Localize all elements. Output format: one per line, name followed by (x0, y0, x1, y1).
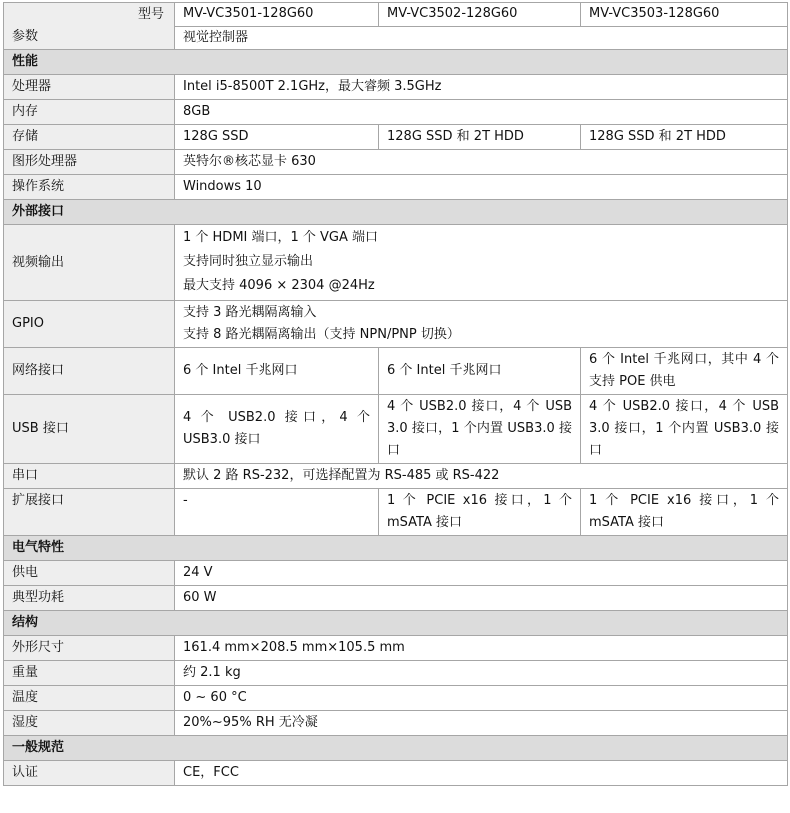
row-label: 内存 (4, 100, 175, 125)
row-label: 重量 (4, 661, 175, 686)
row-value-2: 128G SSD 和 2T HDD (379, 125, 581, 150)
row-value: 20%~95% RH 无冷凝 (175, 711, 788, 736)
model-name-1: MV-VC3501-128G60 (175, 3, 379, 27)
row-humidity (4, 711, 788, 736)
row-os (4, 175, 788, 200)
header-row-models (4, 3, 788, 27)
row-temperature (4, 686, 788, 711)
row-storage (4, 125, 788, 150)
model-name-2: MV-VC3502-128G60 (379, 3, 581, 27)
row-value: CE，FCC (175, 761, 788, 786)
row-label: 典型功耗 (4, 586, 175, 611)
row-label: 温度 (4, 686, 175, 711)
row-value-1: - (175, 489, 379, 536)
video-line-1: 1 个 HDMI 端口，1 个 VGA 端口 (183, 230, 379, 245)
row-value-1: 4 个 USB2.0 接口，4 个 USB3.0 接口 (175, 395, 379, 464)
row-value: 8GB (175, 100, 788, 125)
row-weight (4, 661, 788, 686)
video-line-3: 最大支持 4096 × 2304 @24Hz (183, 278, 375, 293)
row-certification (4, 761, 788, 786)
row-value: 24 V (175, 561, 788, 586)
row-dimensions (4, 636, 788, 661)
row-value-2: 6 个 Intel 千兆网口 (379, 348, 581, 395)
section-performance (4, 50, 788, 75)
model-label: 型号 (137, 7, 164, 22)
row-label: 供电 (4, 561, 175, 586)
row-label: 网络接口 (4, 348, 175, 395)
model-name-3: MV-VC3503-128G60 (581, 3, 788, 27)
row-label: 操作系统 (4, 175, 175, 200)
section-general (4, 736, 788, 761)
section-structure (4, 611, 788, 636)
row-value: 0 ~ 60 °C (175, 686, 788, 711)
section-title: 结构 (4, 611, 788, 636)
spec-table (3, 2, 788, 786)
row-label: GPIO (4, 301, 175, 348)
row-value-2: 1 个 PCIE x16 接口，1 个 mSATA 接口 (379, 489, 581, 536)
row-label: 存储 (4, 125, 175, 150)
row-value-3: 128G SSD 和 2T HDD (581, 125, 788, 150)
section-title: 性能 (4, 50, 788, 75)
row-value-2: 4 个 USB2.0 接口，4 个 USB 3.0 接口，1 个内置 USB3.0 接口 (379, 395, 581, 464)
row-cpu (4, 75, 788, 100)
row-serial (4, 464, 788, 489)
row-label: 串口 (4, 464, 175, 489)
section-title: 一般规范 (4, 736, 788, 761)
row-label: 处理器 (4, 75, 175, 100)
row-value-1: 128G SSD (175, 125, 379, 150)
row-value (175, 225, 788, 301)
row-value-1: 6 个 Intel 千兆网口 (175, 348, 379, 395)
row-value-3: 6 个 Intel 千兆网口，其中 4 个支持 POE 供电 (581, 348, 788, 395)
section-title: 电气特性 (4, 536, 788, 561)
gpio-line-1: 支持 3 路光耦隔离输入 (183, 305, 317, 320)
row-gpio (4, 301, 788, 348)
row-value: 60 W (175, 586, 788, 611)
video-line-2: 支持同时独立显示输出 (183, 254, 314, 269)
gpio-line-2: 支持 8 路光耦隔离输出（支持 NPN/PNP 切换） (183, 327, 460, 342)
section-title: 外部接口 (4, 200, 788, 225)
row-network (4, 348, 788, 395)
row-value (175, 301, 788, 348)
row-label: USB 接口 (4, 395, 175, 464)
param-label: 参数 (12, 29, 39, 44)
row-usb (4, 395, 788, 464)
row-value-3: 1 个 PCIE x16 接口，1 个 mSATA 接口 (581, 489, 788, 536)
row-label: 外形尺寸 (4, 636, 175, 661)
row-value: 英特尔®核芯显卡 630 (175, 150, 788, 175)
row-label: 视频输出 (4, 225, 175, 301)
row-power-supply (4, 561, 788, 586)
row-value: Intel i5-8500T 2.1GHz，最大睿频 3.5GHz (175, 75, 788, 100)
row-label: 湿度 (4, 711, 175, 736)
row-power-consumption (4, 586, 788, 611)
row-expansion (4, 489, 788, 536)
row-label: 图形处理器 (4, 150, 175, 175)
row-value: 约 2.1 kg (175, 661, 788, 686)
row-value: Windows 10 (175, 175, 788, 200)
row-video (4, 225, 788, 301)
row-value: 默认 2 路 RS-232，可选择配置为 RS-485 或 RS-422 (175, 464, 788, 489)
product-name: 视觉控制器 (175, 26, 788, 50)
row-gpu (4, 150, 788, 175)
header-corner-cell (4, 3, 175, 50)
row-memory (4, 100, 788, 125)
section-electrical (4, 536, 788, 561)
row-value: 161.4 mm×208.5 mm×105.5 mm (175, 636, 788, 661)
section-interfaces (4, 200, 788, 225)
row-label: 扩展接口 (4, 489, 175, 536)
row-label: 认证 (4, 761, 175, 786)
row-value-3: 4 个 USB2.0 接口，4 个 USB 3.0 接口，1 个内置 USB3.0 接口 (581, 395, 788, 464)
